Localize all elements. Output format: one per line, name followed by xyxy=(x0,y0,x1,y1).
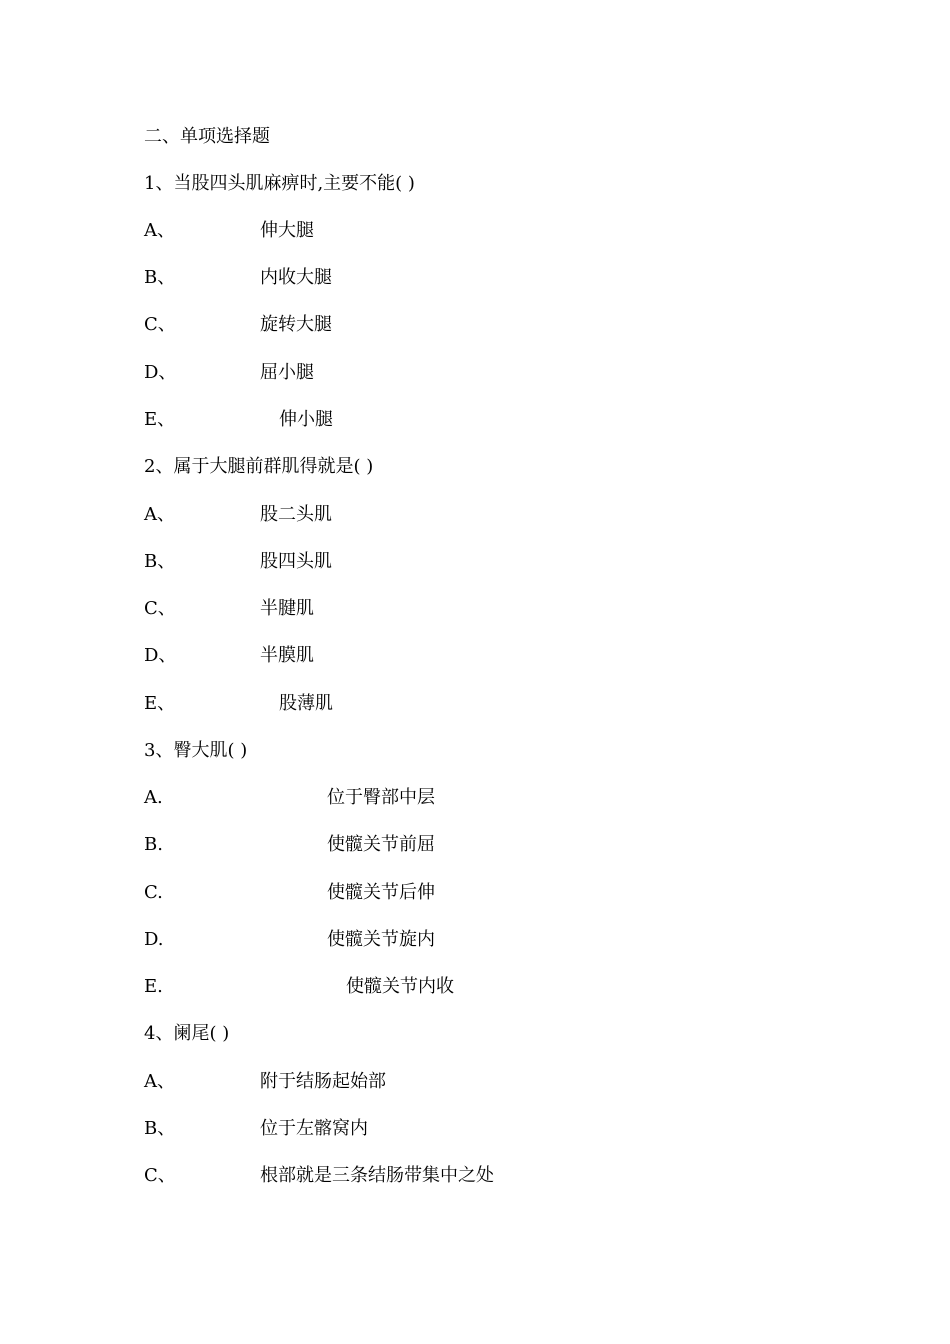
question-stem: 1、当股四头肌麻痹时,主要不能( ) xyxy=(144,173,415,194)
option-text: 旋转大腿 xyxy=(260,314,332,335)
option-text: 股四头肌 xyxy=(260,551,332,572)
option-text: 半膜肌 xyxy=(260,645,314,666)
option-text: 使髋关节旋内 xyxy=(327,929,435,950)
option-label: A. xyxy=(144,787,163,808)
option-text: 伸大腿 xyxy=(260,220,314,241)
option-text: 内收大腿 xyxy=(260,267,332,288)
option-label: D、 xyxy=(144,362,177,383)
option-text: 位于左髂窝内 xyxy=(260,1118,368,1139)
option-label: D、 xyxy=(144,645,177,666)
option-text: 半腱肌 xyxy=(260,598,314,619)
option-label: C、 xyxy=(144,314,176,335)
option-text: 股二头肌 xyxy=(260,504,332,525)
question-stem: 4、阑尾( ) xyxy=(144,1023,230,1044)
option-label: A、 xyxy=(144,1071,175,1092)
option-label: E、 xyxy=(144,693,176,714)
option-text: 屈小腿 xyxy=(260,362,314,383)
question-stem: 2、属于大腿前群肌得就是( ) xyxy=(144,456,374,477)
option-label: B、 xyxy=(144,1118,176,1139)
option-label: B. xyxy=(144,834,163,855)
option-text: 位于臀部中层 xyxy=(327,787,435,808)
option-text: 使髋关节内收 xyxy=(346,976,454,997)
option-label: C、 xyxy=(144,1165,176,1186)
section-title: 二、单项选择题 xyxy=(144,126,270,147)
option-label: C、 xyxy=(144,598,176,619)
option-text: 附于结肠起始部 xyxy=(260,1071,386,1092)
option-label: A、 xyxy=(144,220,175,241)
option-label: D. xyxy=(144,929,164,950)
option-label: E、 xyxy=(144,409,176,430)
option-label: B、 xyxy=(144,551,176,572)
option-label: A、 xyxy=(144,504,175,525)
option-text: 使髋关节后伸 xyxy=(327,882,435,903)
option-text: 伸小腿 xyxy=(279,409,333,430)
option-text: 股薄肌 xyxy=(279,693,333,714)
question-stem: 3、臀大肌( ) xyxy=(144,740,248,761)
option-text: 根部就是三条结肠带集中之处 xyxy=(260,1165,494,1186)
option-label: C. xyxy=(144,882,163,903)
option-text: 使髋关节前屈 xyxy=(327,834,435,855)
option-label: E. xyxy=(144,976,163,997)
option-label: B、 xyxy=(144,267,176,288)
